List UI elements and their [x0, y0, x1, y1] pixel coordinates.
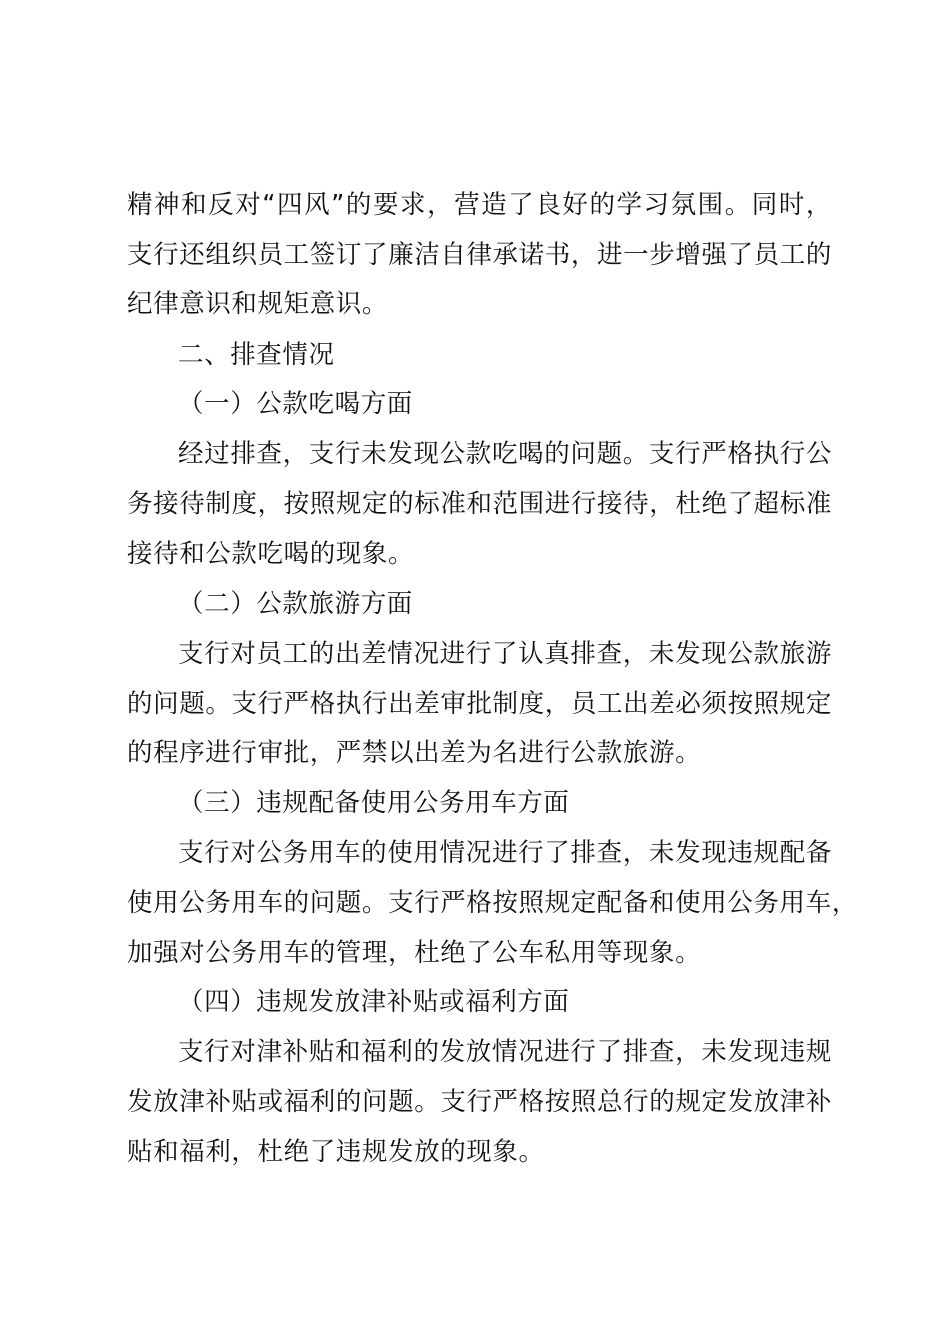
paragraph-line: 支行对公务用车的使用情况进行了排查，未发现违规配备 [178, 838, 832, 868]
paragraph-line: 纪律意识和规矩意识。 [127, 289, 389, 319]
subsection-heading: （四）违规发放津补贴或福利方面 [178, 987, 570, 1017]
section-heading: 二、排查情况 [178, 340, 335, 370]
subsection-heading: （一）公款吃喝方面 [178, 389, 413, 419]
subsection-heading: （二）公款旅游方面 [178, 589, 413, 619]
paragraph-line: 发放津补贴或福利的问题。支行严格按照总行的规定发放津补 [127, 1087, 832, 1117]
paragraph-line: 支行对员工的出差情况进行了认真排查，未发现公款旅游 [178, 639, 832, 669]
paragraph-line: 支行对津补贴和福利的发放情况进行了排查，未发现违规 [178, 1037, 832, 1067]
paragraph-line: 支行还组织员工签订了廉洁自律承诺书，进一步增强了员工的 [127, 240, 832, 270]
paragraph-line: 精神和反对“四风”的要求，营造了良好的学习氛围。同时， [127, 190, 832, 220]
paragraph-line: 贴和福利，杜绝了违规发放的现象。 [127, 1137, 545, 1167]
subsection-heading: （三）违规配备使用公务用车方面 [178, 788, 570, 818]
paragraph-line: 的程序进行审批，严禁以出差为名进行公款旅游。 [127, 738, 702, 768]
paragraph-line: 的问题。支行严格执行出差审批制度，员工出差必须按照规定 [127, 689, 832, 719]
paragraph-line: 使用公务用车的问题。支行严格按照规定配备和使用公务用车， [127, 888, 858, 918]
paragraph-line: 务接待制度，按照规定的标准和范围进行接待，杜绝了超标准 [127, 489, 832, 519]
paragraph-line: 经过排查，支行未发现公款吃喝的问题。支行严格执行公 [178, 439, 832, 469]
paragraph-line: 接待和公款吃喝的现象。 [127, 539, 415, 569]
paragraph-line: 加强对公务用车的管理，杜绝了公车私用等现象。 [127, 938, 702, 968]
